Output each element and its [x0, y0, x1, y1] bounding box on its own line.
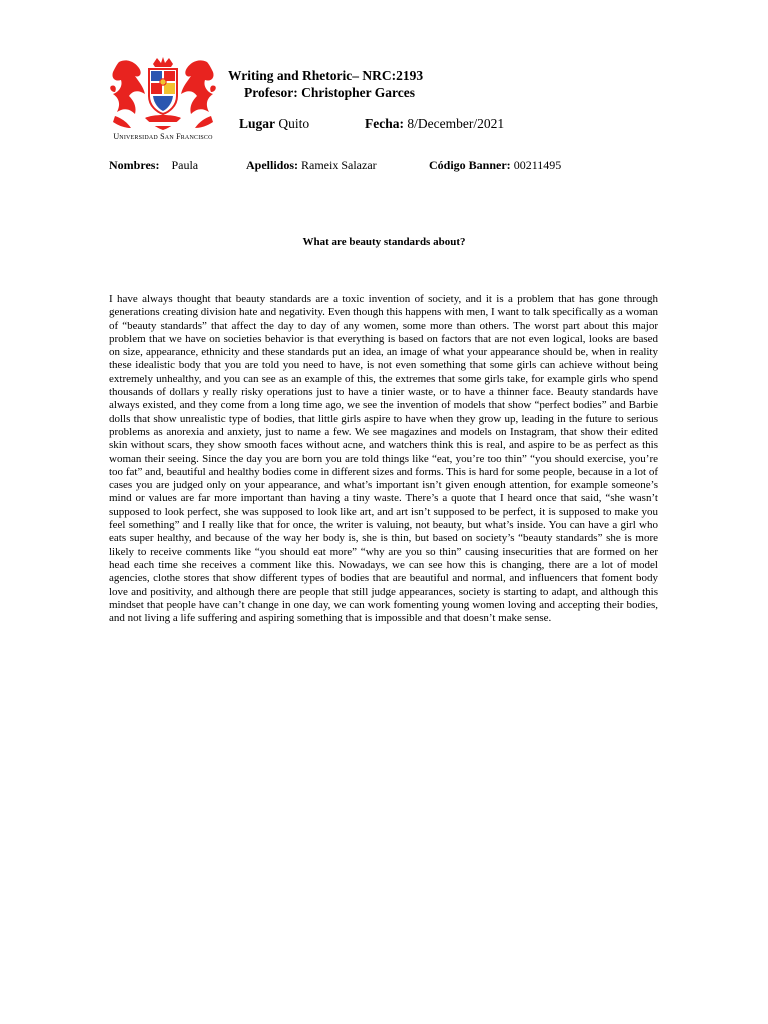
codigo-banner-label: Código Banner:	[429, 158, 511, 172]
place-label: Lugar	[239, 116, 276, 131]
essay-body: I have always thought that beauty standards are a toxic invention of society, and it is a problem that has gone through generations creating division hate and negativity. Even though this happens with men, I want to talk specifically as a woman of “beauty standards” that affect the day to day of any women, some more than others. The worst part about this major problem that we have on societies behavior is that everything is based on factors that are not even logical, looks are based on size, appearance, ethnicity and these standards put an idea, an image of what your appearance should be, when in reality these idealistic body that you are told you need to have, is not even something that some girls can achieve without being extremely unhealthy, and you can see as an example of this, the extremes that some girls take, for example girls who spend thousands of dollars y really risky operations just to have a tinier waste, or to have a thinner face. Beauty standards have always existed, and they come from a long time ago, we see the invention of models that show “perfect bodies” and Barbie dolls that show unrealistic type of bodies, that little girls aspire to have when they grow up, leading in the future to serious problems as anorexia and anxiety, just to name a few. We see magazines and models on Instagram, that show their edited skin without scars, they show smooth faces without acne, and watchers think this is real, and aspire to be as perfect as this woman their seeing. Since the day you are born you are told things like “eat, you’re too thin” “you should exercise, you’re too fat” and, beautiful and healthy bodies come in different sizes and forms. This is hard for some people, because in a lot of cases you are judged only on your appearance, and what’s important isn’t given enough attention, for example someone’s mind or values are far more important than having a tiny waste. There’s a quote that I heard once that said, “she wasn’t supposed to look perfect, she was supposed to look like art, and art isn’t supposed to be perfect, it is supposed to make you feel something” and I really like that for once, the writer is valuing, not beauty, but what’s inside. You can have a girl who eats super healthy, and because of the way her body is, she is thin, but based on society’s “beauty standards” she is more likely to receive comments like “you should eat more” “why are you so thin” causing insecurities that are formed on her head each time she receives a comment like this. Nowadays, we can see how this is changing, there are a lot of model agencies, clothe stores that show different types of bodies that are beautiful and normal, and influencers that foment body love and positivity, and although there are people that still judge appearances, society is starting to adapt, and although this mindset that people have can’t change in one day, we can work fomenting young women loving and accepting their bodies, and not living a life suffering and aspiring something that is impossible and that doesn’t make sense.	[109, 293, 658, 625]
apellidos-label: Apellidos:	[246, 158, 299, 172]
university-name: Universidad San Francisco	[113, 132, 213, 141]
professor-name: Profesor: Christopher Garces	[244, 85, 415, 100]
nombres-field	[109, 158, 198, 173]
date-value: 8/December/2021	[407, 116, 505, 131]
university-logo	[109, 56, 217, 148]
codigo-banner-value: 00211495	[513, 158, 562, 172]
nombres-value: Paula	[171, 158, 199, 172]
date-label: Fecha:	[365, 116, 404, 131]
apellidos-value: Rameix Salazar	[301, 158, 377, 172]
apellidos-field	[246, 158, 377, 173]
codigo-banner-field	[429, 158, 561, 173]
place-value: Quito	[278, 116, 310, 131]
universidad-san-francisco-crest-icon	[109, 56, 217, 132]
essay-title: What are beauty standards about?	[302, 236, 466, 248]
date-field	[365, 116, 504, 132]
course-title: Writing and Rhetoric– NRC:2193	[228, 68, 424, 83]
place-field	[239, 116, 309, 132]
nombres-label: Nombres:	[109, 158, 160, 172]
